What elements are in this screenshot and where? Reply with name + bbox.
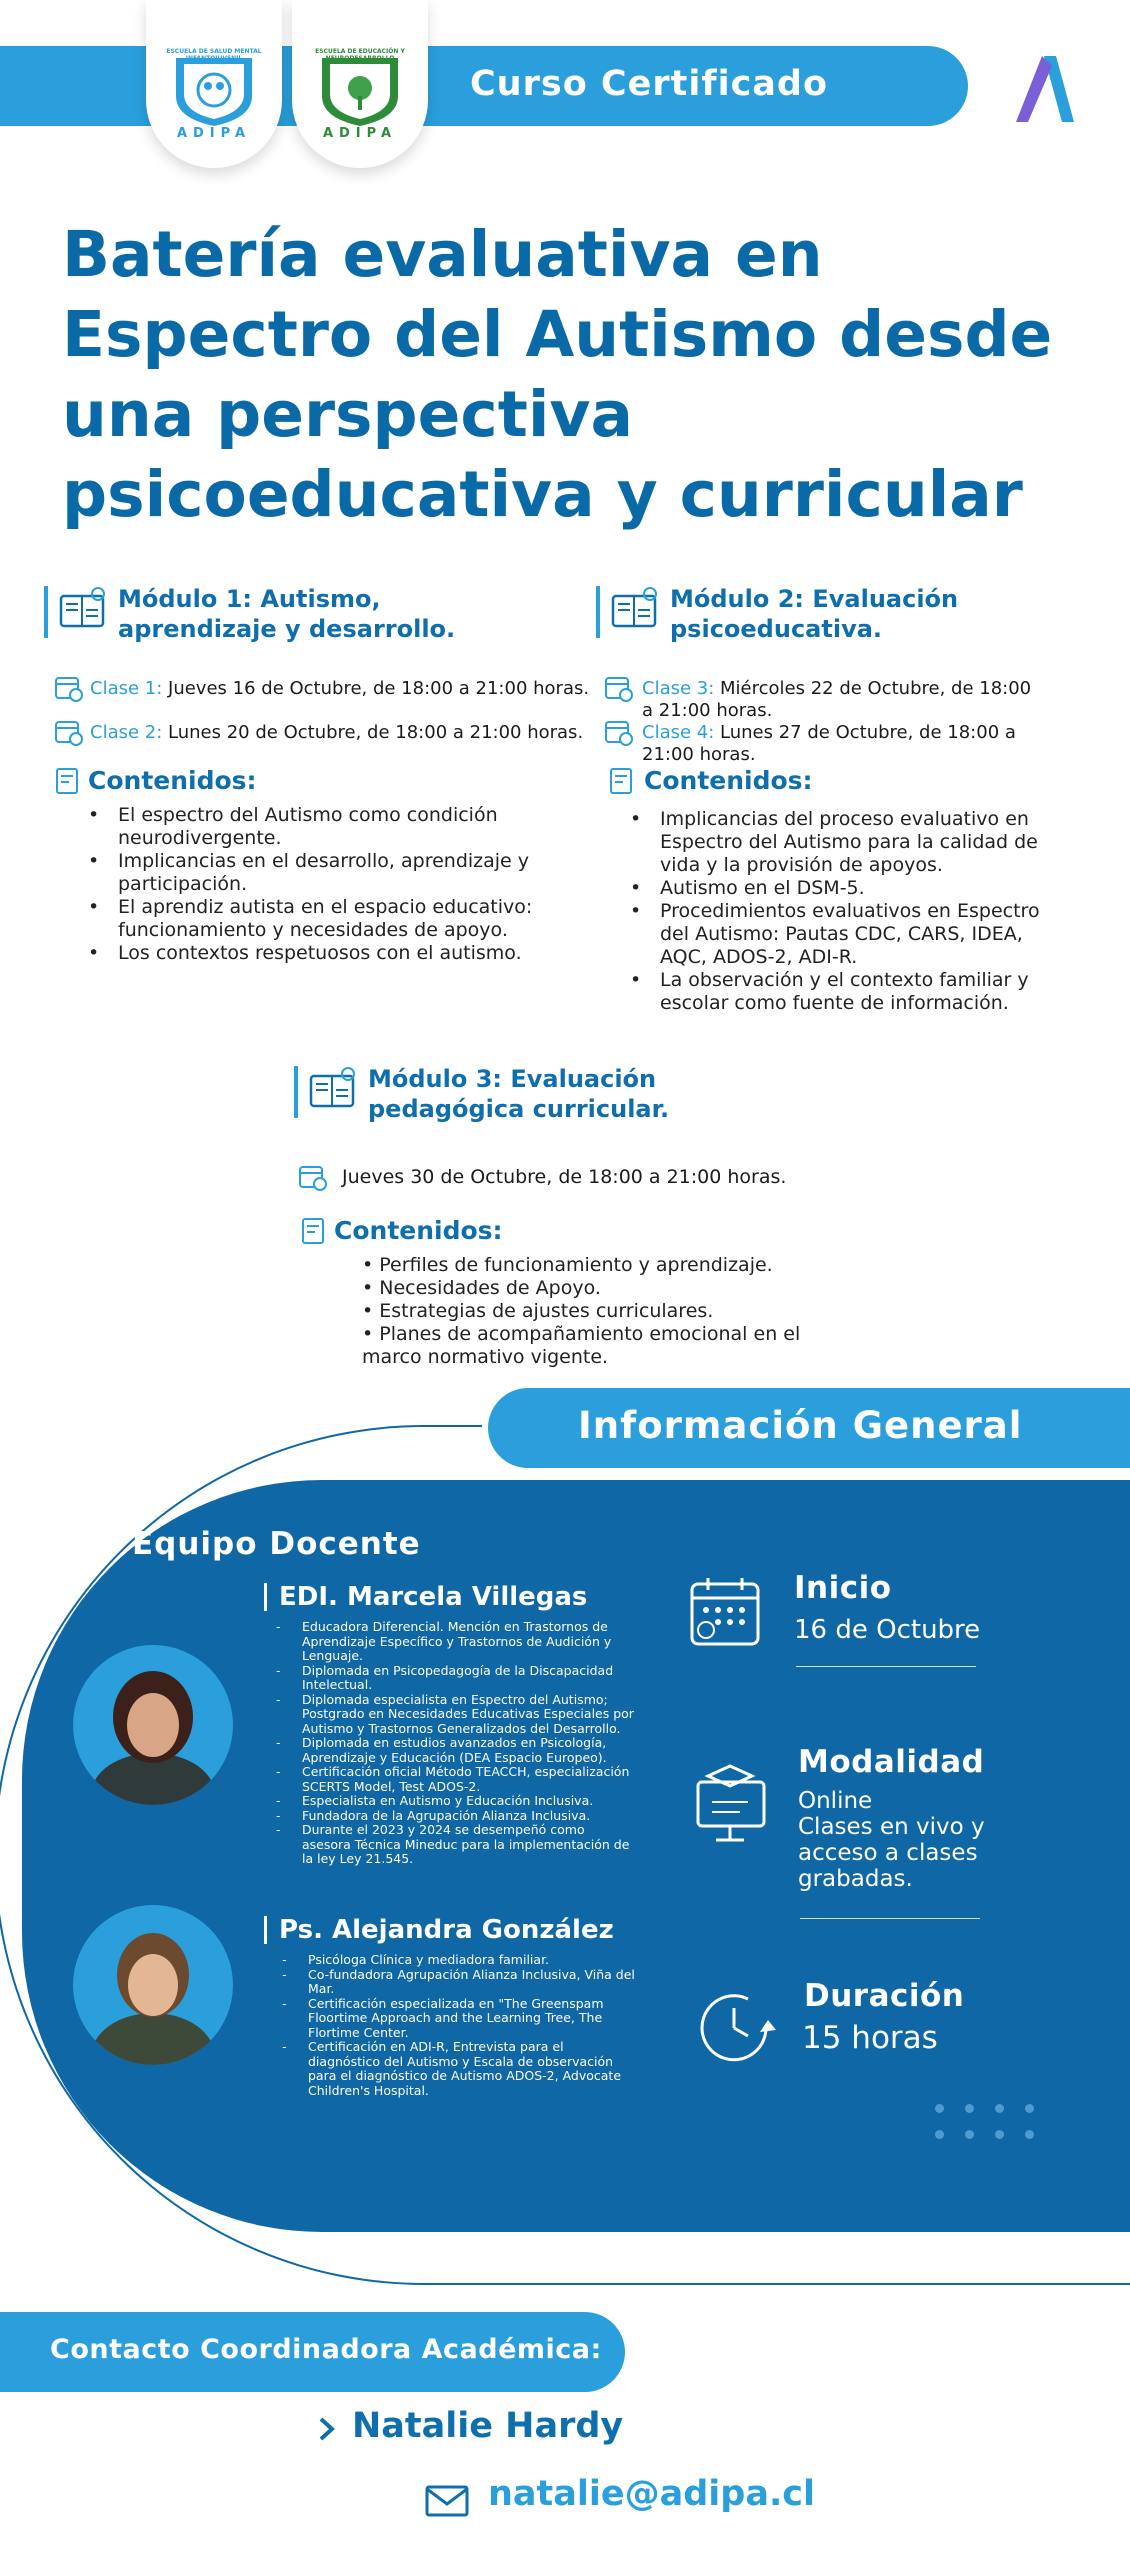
module-2-class-4: Clase 4: Lunes 27 de Octubre, de 18:00 a 21:00 horas. bbox=[642, 722, 1016, 765]
module-1-title: Módulo 1: Autismo, aprendizaje y desarrollo. bbox=[118, 585, 456, 643]
module-1-contents-label: Contenidos: bbox=[88, 766, 257, 795]
contact-name: Natalie Hardy bbox=[352, 2406, 624, 2446]
duration-value: 15 horas bbox=[802, 2020, 938, 2056]
module-3-date: Jueves 30 de Octubre, de 18:00 a 21:00 horas. bbox=[342, 1166, 787, 1188]
clock-icon bbox=[696, 1990, 780, 2066]
shield-logo-icon bbox=[146, 0, 282, 168]
contact-email-link[interactable]: natalie@adipa.cl bbox=[488, 2474, 815, 2514]
list-item: - Psicóloga Clínica y mediadora familiar. bbox=[282, 1953, 638, 1968]
mode-value: Online Clases en vivo y acceso a clases grabadas. bbox=[798, 1788, 985, 1892]
list-item: • Implicancias del proceso evaluativo en Espectro del Autismo para la calidad de vida y la provisión de apoyos. bbox=[630, 808, 1060, 877]
list-item: • Perfiles de funcionamiento y aprendizaje. bbox=[362, 1254, 773, 1276]
module-1-heading bbox=[44, 584, 538, 644]
calendar-icon bbox=[298, 1162, 328, 1192]
header-banner-text: Curso Certificado bbox=[470, 64, 829, 104]
adipa-logo-icon bbox=[1012, 54, 1076, 126]
info-banner-text: Información General bbox=[578, 1404, 1023, 1447]
mail-icon bbox=[424, 2484, 470, 2518]
module-2-class-3: Clase 3: Miércoles 22 de Octubre, de 18:00 a 21:00 horas. bbox=[642, 678, 1032, 721]
list-item: • Autismo en el DSM-5. bbox=[630, 877, 1060, 900]
book-icon bbox=[610, 584, 662, 630]
team-title: Equipo Docente bbox=[132, 1526, 421, 1562]
start-label: Inicio bbox=[794, 1570, 892, 1606]
list-item: - Co-fundadora Agrupación Alianza Inclusiva, Viña del Mar. bbox=[282, 1968, 638, 1997]
calendar-icon bbox=[688, 1574, 764, 1650]
list-item: • Procedimientos evaluativos en Espectro del Autismo: Pautas CDC, CARS, IDEA, AQC, ADOS-2, ADI-R. bbox=[630, 900, 1060, 969]
shield-logo-icon bbox=[292, 0, 428, 168]
list-item: - Educadora Diferencial. Mención en Trastornos de Aprendizaje Específico y Trastornos de Audición y Lenguaje. bbox=[276, 1620, 636, 1664]
module-2-heading bbox=[596, 584, 970, 644]
chevron-right-icon bbox=[316, 2414, 338, 2444]
document-icon bbox=[608, 766, 638, 796]
calendar-icon bbox=[604, 717, 634, 747]
module-1-contents-list bbox=[88, 804, 558, 965]
teacher-photo-icon bbox=[73, 1645, 233, 1805]
list-item: - Diplomada en estudios avanzados en Psicología, Aprendizaje y Educación (DEA Espacio Europeo). bbox=[276, 1736, 636, 1765]
list-item: • Planes de acompañamiento emocional en el marco normativo vigente. bbox=[362, 1323, 801, 1368]
list-item: • La observación y el contexto familiar y escolar como fuente de información. bbox=[630, 969, 1060, 1015]
module-3-contents-list bbox=[362, 1254, 832, 1369]
document-icon bbox=[300, 1216, 330, 1246]
school-badge-mental-health: ESCUELA DE SALUD MENTAL INFANTOJUVENIL ADIPA bbox=[146, 0, 282, 168]
list-item: • Necesidades de Apoyo. bbox=[362, 1277, 601, 1299]
module-2-contents-list bbox=[630, 808, 1060, 1015]
teacher-1-credentials bbox=[276, 1620, 636, 1867]
list-item: - Fundadora de la Agrupación Alianza Inclusiva. bbox=[276, 1809, 636, 1824]
module-3-contents-label: Contenidos: bbox=[334, 1216, 503, 1245]
teacher-2-credentials bbox=[282, 1953, 638, 2098]
module-2-title: Módulo 2: Evaluación psicoeducativa. bbox=[670, 585, 959, 643]
teacher-1-name: EDI. Marcela Villegas bbox=[264, 1583, 587, 1611]
divider bbox=[796, 1666, 976, 1667]
school-badge-education: ESCUELA DE EDUCACIÓN Y NEURODESARROLLO ADIPA bbox=[292, 0, 428, 168]
calendar-icon bbox=[604, 673, 634, 703]
module-3-title: Módulo 3: Evaluación pedagógica curricular. bbox=[368, 1065, 670, 1123]
list-item: - Durante el 2023 y 2024 se desempeñó como asesora Técnica Mineduc para la implementación de la ley Ley 21.545. bbox=[276, 1823, 636, 1867]
calendar-icon bbox=[54, 717, 84, 747]
list-item: • Los contextos respetuosos con el autismo. bbox=[88, 942, 558, 965]
teacher-2-name: Ps. Alejandra González bbox=[264, 1916, 614, 1944]
list-item: - Especialista en Autismo y Educación Inclusiva. bbox=[276, 1794, 636, 1809]
mode-label: Modalidad bbox=[798, 1744, 985, 1780]
document-icon bbox=[54, 766, 84, 796]
list-item: - Diplomada especialista en Espectro del Autismo; Postgrado en Necesidades Educativas Especiales por Autismo y Trastornos Generalizados del Desarrollo. bbox=[276, 1693, 636, 1737]
module-1-class-2: Clase 2: Lunes 20 de Octubre, de 18:00 a 21:00 horas. bbox=[90, 722, 584, 743]
list-item: • El espectro del Autismo como condición neurodivergente. bbox=[88, 804, 558, 850]
avatar bbox=[73, 1645, 233, 1805]
list-item: • Implicancias en el desarrollo, aprendizaje y participación. bbox=[88, 850, 558, 896]
list-item: - Certificación oficial Método TEACCH, especialización SCERTS Model, Test ADOS-2. bbox=[276, 1765, 636, 1794]
start-value: 16 de Octubre bbox=[794, 1615, 981, 1645]
book-icon bbox=[58, 584, 110, 630]
teacher-photo-icon bbox=[73, 1905, 233, 2065]
contact-banner-text: Contacto Coordinadora Académica: bbox=[50, 2334, 602, 2365]
list-item: - Certificación especializada en "The Greenspam Floortime Approach and the Learning Tree, The Flortime Center. bbox=[282, 1997, 638, 2041]
list-item: • El aprendiz autista en el espacio educativo: funcionamiento y necesidades de apoyo. bbox=[88, 896, 558, 942]
list-item: • Estrategias de ajustes curriculares. bbox=[362, 1300, 714, 1322]
list-item: - Diplomada en Psicopedagogía de la Discapacidad Intelectual. bbox=[276, 1664, 636, 1693]
duration-label: Duración bbox=[804, 1978, 965, 2014]
course-title: Batería evaluativa en Espectro del Autismo desde una perspectiva psicoeducativa y curricular bbox=[62, 218, 1053, 531]
avatar bbox=[73, 1905, 233, 2065]
calendar-icon bbox=[54, 673, 84, 703]
module-1-class-1: Clase 1: Jueves 16 de Octubre, de 18:00 a 21:00 horas. bbox=[90, 678, 590, 699]
online-class-icon bbox=[692, 1762, 772, 1846]
module-2-contents-label: Contenidos: bbox=[644, 766, 813, 795]
list-item: - Certificación en ADI-R, Entrevista para el diagnóstico del Autismo y Escala de observación para el diagnóstico de Autismo ADOS-2, Advocate Children's Hospital. bbox=[282, 2040, 638, 2098]
divider bbox=[800, 1918, 980, 1919]
book-icon bbox=[308, 1064, 360, 1110]
module-3-heading bbox=[294, 1064, 808, 1124]
